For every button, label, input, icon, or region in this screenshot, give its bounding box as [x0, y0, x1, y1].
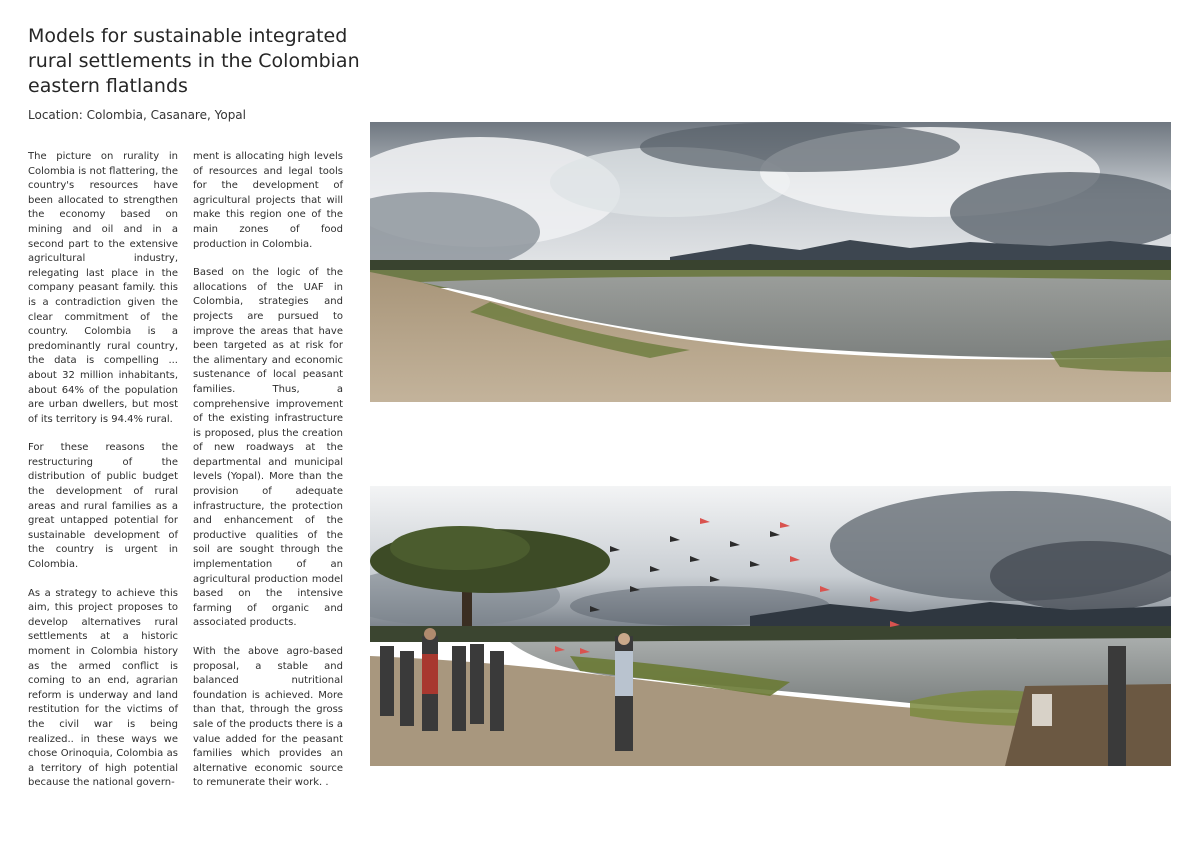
text-column-2	[193, 150, 343, 805]
location-label: Location: Colombia, Casanare, Yopal	[28, 108, 246, 122]
landscape-photo-image	[370, 122, 1171, 402]
proposal-render-image	[370, 486, 1171, 766]
landscape-photo	[370, 122, 1171, 402]
paragraph: ment is allocating high levels of resources and legal tools for the development of agricultural projects that will make this region one of the main zones of food production in Colombia.	[193, 151, 343, 250]
page-title: Models for sustainable integrated rural settlements in the Colombian eastern flatlands	[28, 25, 360, 97]
paragraph: With the above agro-based proposal, a stable and balanced nutritional foundation is achieved. More than that, through the gross sale of the products there is a value added for the peasant families which provides an alternative economic source to remunerate their work. .	[193, 646, 343, 789]
paragraph: As a strategy to achieve this aim, this project proposes to develop alternatives rural settlements at a historic moment in Colombia history as the armed conflict is coming to an end, agrarian reform is underway and land restitution for the victims of the civil war is being realized.. in these ways we chose Orinoquia, Colombia as a territory of high potential because the national govern-	[28, 587, 178, 789]
paragraph: Based on the logic of the allocations of the UAF in Colombia, strategies and projects are pursued to improve the areas that have been targeted as at risk for the alimentary and economic sustenance of local peasant families. Thus, a comprehensive improvement of the existing infrastructure is proposed, plus the creation of new roadways at the departmental and municipal levels (Yopal). More than the provision of adequate infrastructure, the protection and enhancement of the productive qualities of the soil are sought through the implementation of an agricultural production model based on the intensive farming of organic and associated products.	[193, 267, 343, 629]
text-column-1	[28, 150, 178, 805]
paragraph: The picture on rurality in Colombia is not flattering, the country's resources have been allocated to strengthen the economy based on mining and oil and in a second part to the extensive agricultural industry, relegating last place in the company peasant family. this is a contradiction given the clear commitment of the country. Colombia is a predominantly rural country, the data is compelling ... about 32 million inhabitants, about 64% of the population are urban dwellers, but most of its territory is 94.4% rural.	[28, 151, 178, 425]
proposal-render	[370, 486, 1171, 766]
paragraph: For these reasons the restructuring of the distribution of public budget the development of rural areas and rural families as a great untapped potential for sustainable development of the country is urgent in Colombia.	[28, 442, 178, 571]
